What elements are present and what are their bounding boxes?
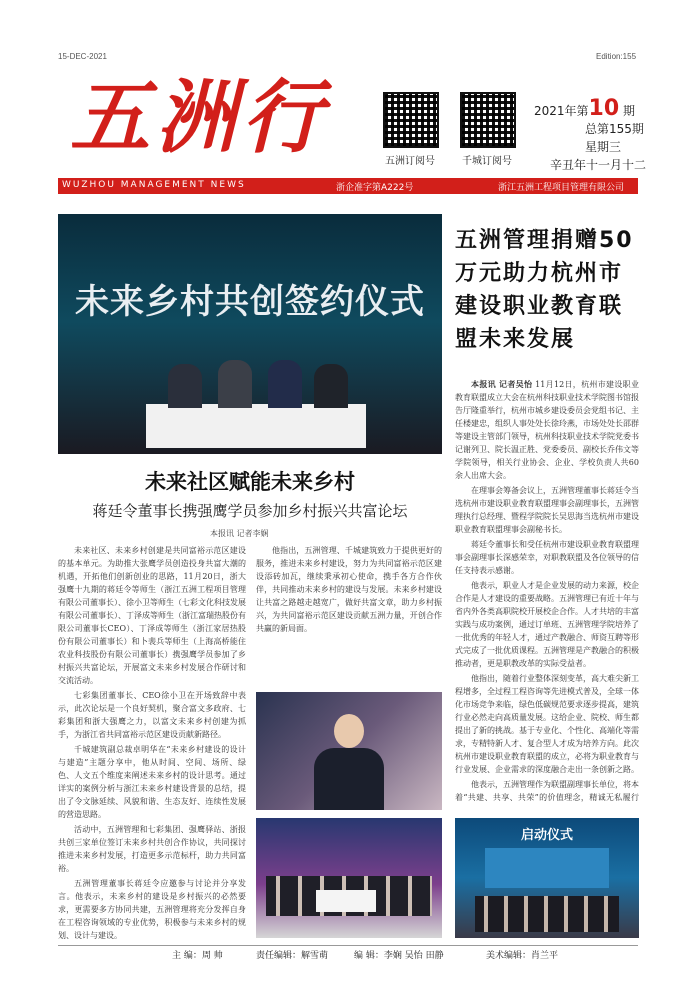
- edition-label: Edition:155: [596, 52, 637, 61]
- issue-date: 15-DEC-2021: [58, 52, 107, 61]
- footer-responsible-editor: 责任编辑：解雪萌: [256, 951, 329, 961]
- publisher-name: 浙江五洲工程项目管理有限公司: [498, 183, 625, 193]
- photo-banner: 未来乡村共创签约仪式: [75, 282, 425, 322]
- group-photo: [256, 818, 442, 938]
- paragraph: 他表示，五洲管理作为联盟副理事长单位，将本着“共建、共享、共荣”的价值理念，精诚无私履行: [455, 780, 639, 802]
- lead-text-column-2: [256, 544, 442, 684]
- speaker-head: [334, 714, 364, 748]
- stage-screen: [485, 848, 609, 888]
- qr-code-wuzhou: [383, 92, 439, 148]
- masthead-bar: [58, 178, 638, 194]
- paragraph: 五洲管理董事长蒋廷令应邀参与讨论并分享发言。他表示，未来乡村的建设是乡村振兴的必然要求，更需要多方协同共建，五洲管理将充分发挥自身在工程咨询领域的专业优势，积极参与未来乡村的规划、设计与建设。: [58, 879, 246, 940]
- total-issue: 总第155期: [585, 122, 644, 136]
- lead-headline: 未来社区赋能未来乡村: [145, 470, 355, 494]
- footer-divider: [58, 945, 638, 946]
- stage-people: [475, 896, 619, 932]
- person-figure: [314, 364, 348, 408]
- speaker-body: [314, 748, 384, 810]
- person-figure: [268, 360, 302, 408]
- signing-table: [146, 404, 366, 448]
- right-headline: 五洲管理捐赠50万元助力杭州市建设职业教育联盟未来发展: [455, 228, 634, 352]
- issue-number: 10: [588, 96, 620, 121]
- newspaper-title: 五洲行: [70, 71, 328, 164]
- paragraph: 七彩集团董事长、CEO徐小卫在开场致辞中表示，此次论坛是一个良好契机，聚合富文多政府、七彩集团和浙大强鹰之力，以富文未来乡村创建为抓手，为浙江省共同富裕示范区建设贡献新路径。: [58, 691, 246, 739]
- person-figure: [168, 364, 202, 408]
- lead-photo: [58, 214, 442, 454]
- issue-line: [534, 96, 635, 121]
- paragraph: 在理事会筹备会议上，五洲管理董事长蒋廷令当选杭州市建设职业教育联盟理事会副理事长，五洲管理执行总经理、暨程学院院长吴思海当选杭州市建设职业教育联盟理事会副秘书长。: [455, 486, 639, 534]
- paragraph: [455, 378, 639, 482]
- paragraph: 他表示，职业人才是企业发展的动力来源，校企合作是人才建设的重要战略。五洲管理已有近十年与省内外各类高职院校开展校企合作。人才共培的丰富实践与成功案例，通过订单班、五洲管理学院培养了一批优秀的年轻人才，通过产教融合、师资互聘等形式完成了一批优质课程。五洲管理是产教融合的积极推动者，更是职教改革的实际受益者。: [455, 581, 639, 668]
- person-figure: [218, 360, 252, 408]
- lead-subheadline: 蒋廷令董事长携强鹰学员参加乡村振兴共富论坛: [92, 502, 408, 520]
- paragraph: 他指出，随着行业整体深刻变革，高大难尖新工程增多，全过程工程咨询等先进模式普及，全球一体化市场竞争来临，绿色低碳规范要求逐步提高，建筑行业必然走向高质量发展。这给企业、院校、师生都提出了新的挑战。基于专业化、个性化、高端化等需求，专精特新人才、复合型人才成为培养方向。此次杭州市建设职业教育联盟的成立，必将为职业教育与行业发展、企业需求的深度融合走出一条创新之路。: [455, 674, 639, 774]
- qr-code-qiancheng: [460, 92, 516, 148]
- qr1-label: 五洲订阅号: [385, 156, 435, 167]
- lead-byline: 本报讯 记者李娴: [210, 529, 269, 538]
- paragraph-text: 11月12日，杭州市建设职业教育联盟成立大会在杭州科技职业技术学院图书馆报告厅隆重举行，杭州市城乡建设委员会党组书记、主任楼建忠，组织人事处处长徐玲燕，市场处处长邵群等建设主管部门领导，杭州科技职业技术学院党委书记谢列卫、院长温正胜、党委委员、副校长乔伟文等学院领导，相关行业协会、企业、学校负责人共60余人出席大会。: [455, 380, 639, 480]
- group-banner: [316, 890, 376, 912]
- issue-prefix: 2021年第: [534, 104, 589, 118]
- issue-suffix: 期: [623, 104, 636, 118]
- weekday: 星期三: [585, 140, 622, 154]
- paragraph: 活动中，五洲管理和七彩集团、强鹰驿站、浙报共创三家单位签订未来乡村共创合作协议，共同探讨推进未来乡村发展，打造更多示范标杆，助力共同富裕。: [58, 825, 246, 873]
- right-text-column: [455, 378, 639, 806]
- footer-chief-editor: 主 编：周 帅: [172, 951, 223, 961]
- footer-editors: 编 辑：李娴 吴怡 田静: [354, 951, 444, 961]
- english-name: WUZHOU MANAGEMENT NEWS: [62, 180, 246, 190]
- lunar-date: 辛丑年十一月十二: [550, 158, 647, 172]
- paragraph: 未来社区、未来乡村创建是共同富裕示范区建设的基本单元。为助推大张鹰学员创造投身共富大潮的机遇，开拓他们创新创业的思路，11月20日，浙大强鹰十九期的蒋廷令等师生（浙江五洲工程项目管理有限公司董事长）、徐小卫等师生（七彩文化科技发展有限公司董事长）、丁泽成等师生（浙江富瑞热股份有限公司董事长CEO）、丁泽成等师生（浙江家居热股份有限公司董事长）和卜裴兵等师生（上海高桥能住农业科技股份有限公司董事长）携强鹰学员参加了乡村振兴共富论坛，开展富文未来乡村发展合作研讨和交流活动。: [58, 546, 246, 685]
- qr2-label: 千城订阅号: [462, 156, 512, 167]
- footer-art-editor: 美术编辑：肖兰平: [486, 951, 559, 961]
- paragraph: 他指出，五洲管理、千城建筑致力于提供更好的服务，推进未来乡村建设，努力为共同富裕示范区建设添砖加瓦，继续秉承初心使命，携手各方合作伙伴，共同推动未来乡村的建设与发展。未来乡村建设让共富之路越走越宽广，做好共富文章，助力乡村振兴，为共同富裕示范区建设贡献五洲力量，开创合作共赢的新局面。: [256, 546, 442, 633]
- launch-ceremony-photo: [455, 818, 639, 938]
- right-byline: 本报讯 记者吴怡: [471, 379, 533, 389]
- paragraph: 千城建筑副总裁卓明华在“未来乡村建设的设计与建造”主题分享中，他从时间、空间、场所、绿色、人文五个维度来阐述未来乡村的设计思考。通过详实的案例分析与浙江未来乡村建设背景的总结，提出了令文脉延续、风貌和谐、生态友好、连续性发展的营造思路。: [58, 745, 246, 819]
- photo-caption: 启动仪式: [520, 828, 573, 843]
- paragraph: 蒋廷令董事长和受任杭州市建设职业教育联盟理事会副理事长深感荣幸，对职教联盟及各位领导的信任支持表示感谢。: [455, 540, 639, 575]
- permit-number: 浙企准字第A222号: [336, 183, 414, 193]
- speaker-photo: [256, 692, 442, 810]
- lead-text-column-1: [58, 544, 246, 940]
